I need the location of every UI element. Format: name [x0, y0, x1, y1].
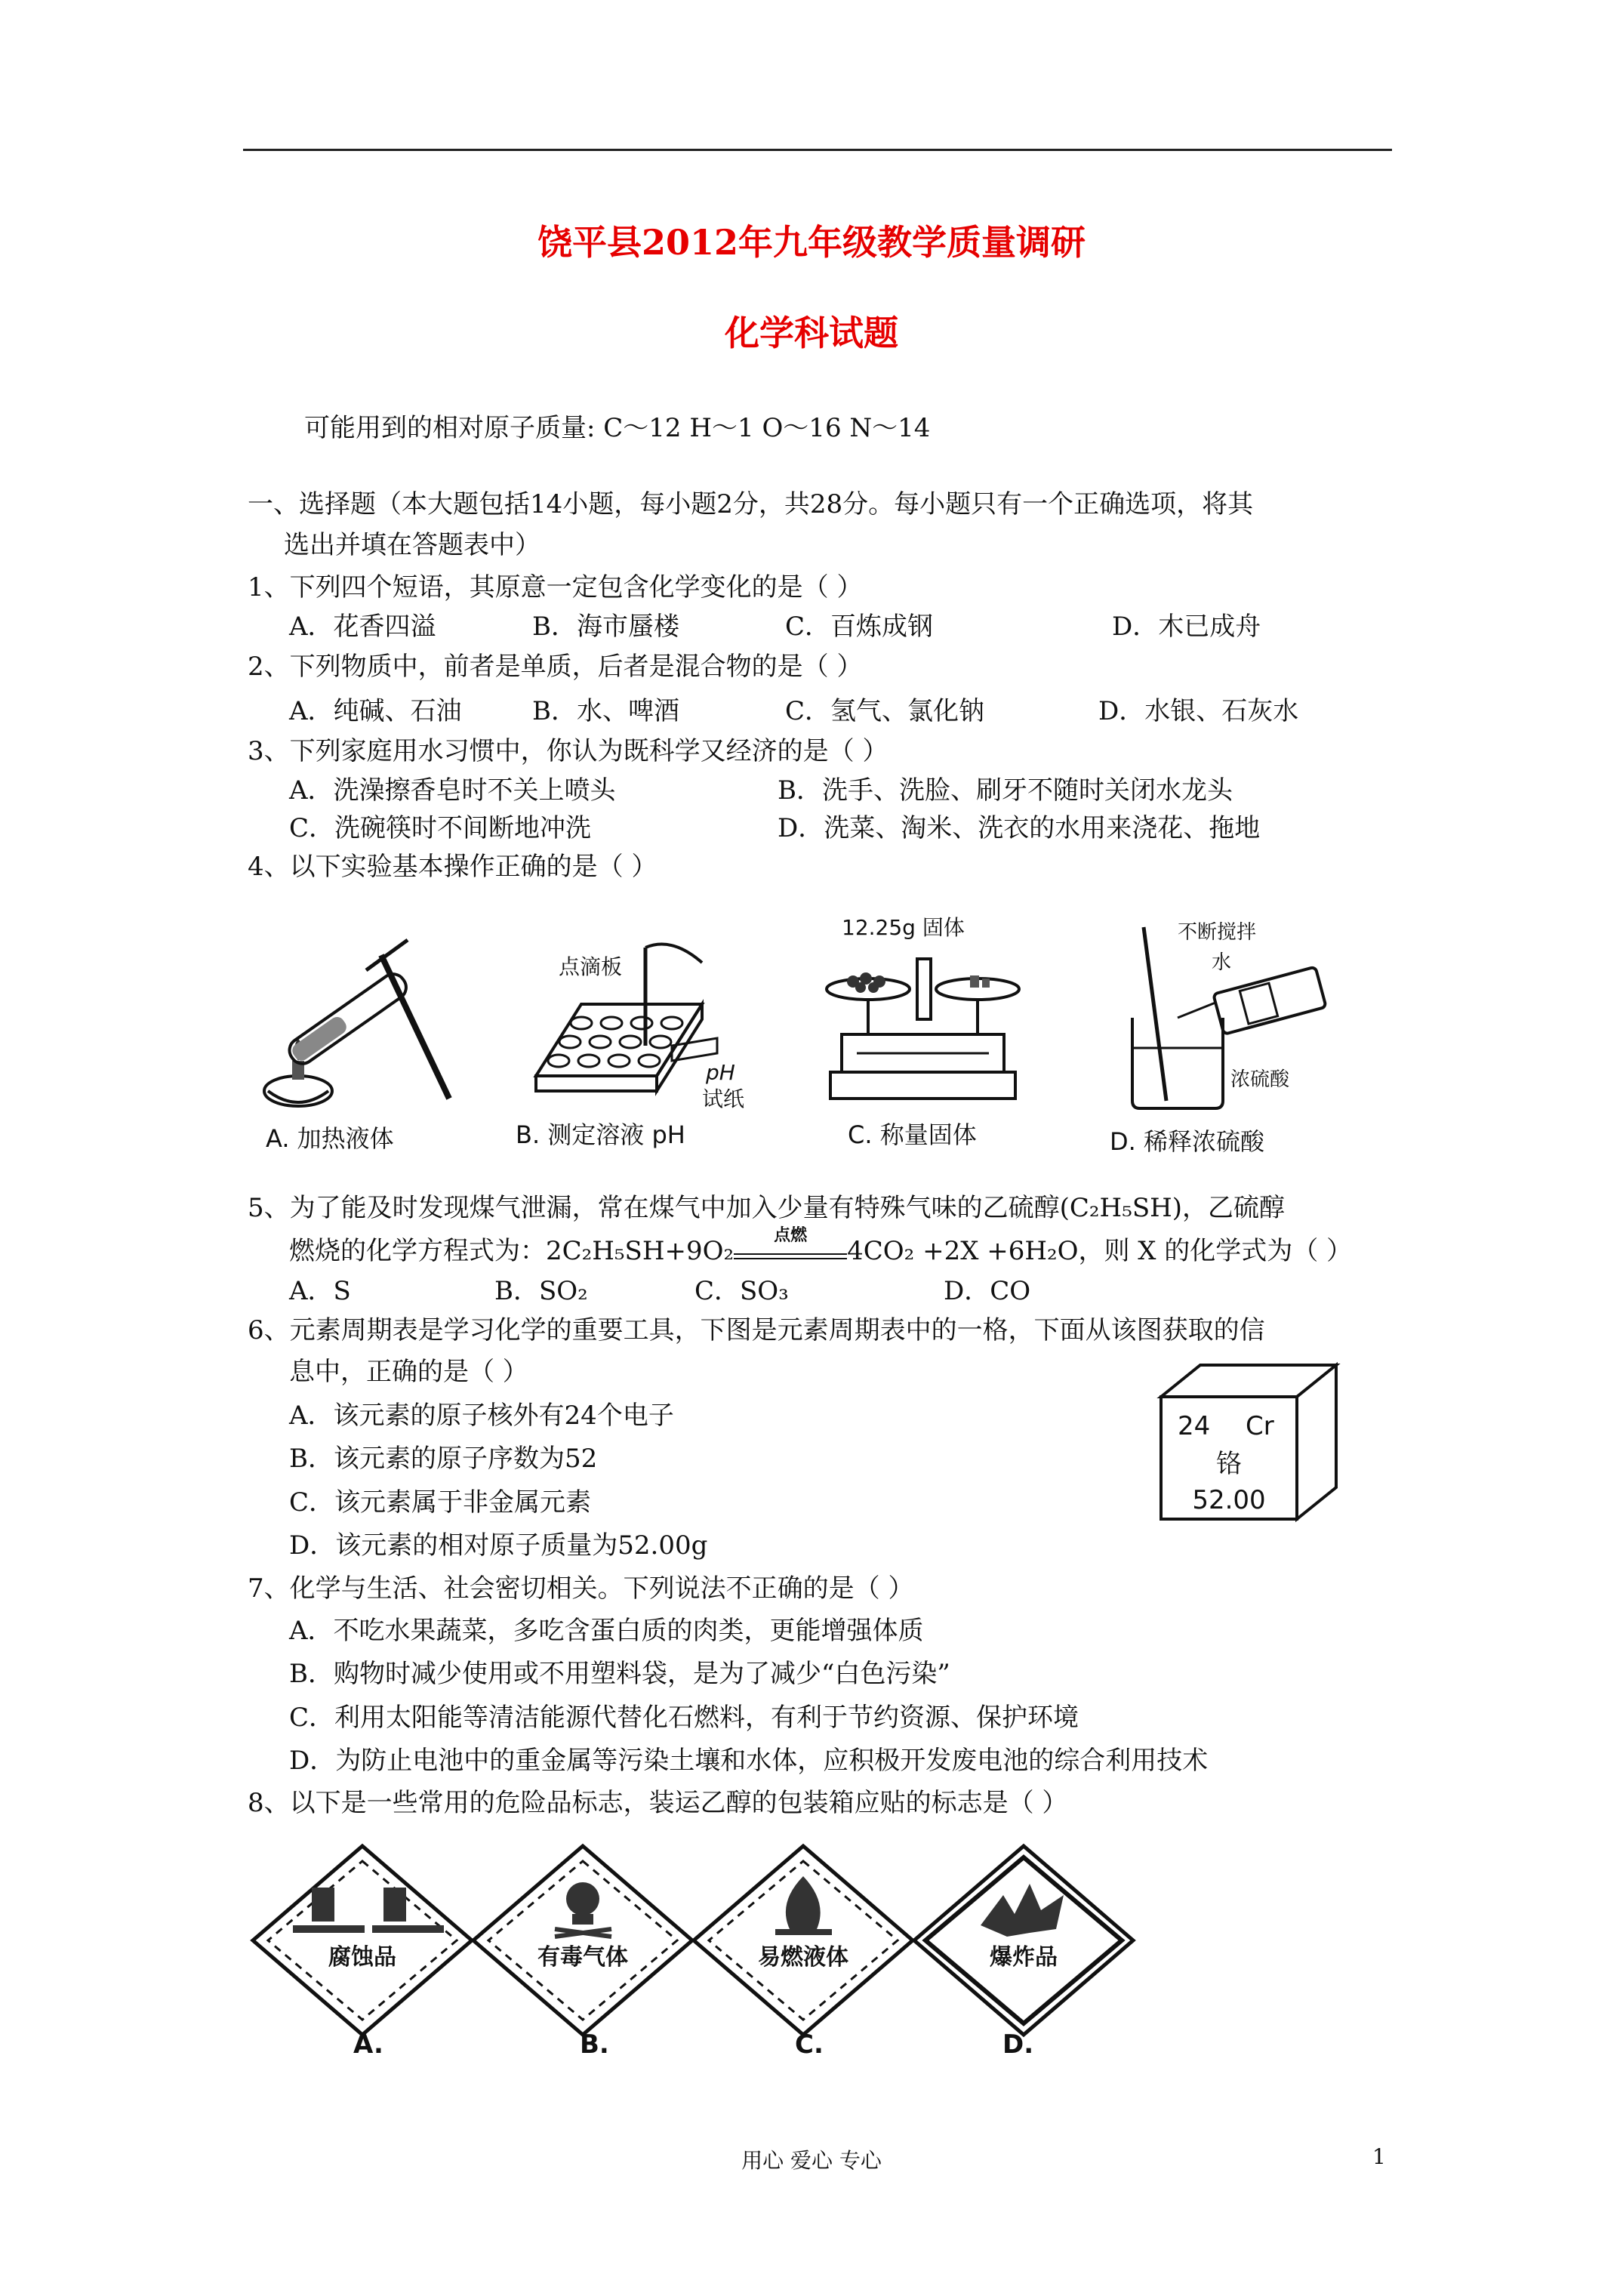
sign-letter-a: A.: [353, 2029, 383, 2060]
cell-symbol: Cr: [1246, 1411, 1274, 1441]
q1-option-b: B．海市蜃楼: [532, 612, 679, 642]
q6-option-a: A．该元素的原子核外有24个电子: [289, 1401, 674, 1431]
q5-option-b: B．SO₂: [494, 1276, 588, 1306]
sign-d-label: 爆炸品: [990, 1944, 1058, 1971]
q1-option-c: C．百炼成钢: [785, 612, 934, 642]
q6-option-b: B．该元素的原子序数为52: [289, 1444, 598, 1474]
q7-option-c: C．利用太阳能等清洁能源代替化石燃料，有利于节约资源、保护环境: [289, 1703, 1079, 1733]
sign-letter-d: D.: [1002, 2029, 1034, 2060]
page-number: 1: [1372, 2144, 1386, 2169]
hazard-signs: [248, 1842, 1138, 2039]
q5-option-a: A．S: [289, 1276, 351, 1306]
cell-atomic-number: 24: [1178, 1411, 1211, 1441]
q1-option-d: D．木已成舟: [1112, 612, 1261, 642]
q7-stem: 7、化学与生活、社会密切相关。下列说法不正确的是（ ）: [248, 1573, 914, 1604]
label-spot-plate: 点滴板: [559, 954, 623, 979]
atomic-mass-line: 可能用到的相对原子质量: C～12 H～1 O～16 N～14: [304, 413, 931, 443]
element-cell: [1155, 1359, 1344, 1529]
q5-stem: 5、为了能及时发现煤气泄漏，常在煤气中加入少量有特殊气味的乙硫醇(C₂H₅SH)，乙硫醇: [248, 1193, 1286, 1223]
q5-equation: [289, 1225, 1353, 1266]
q2-stem: 2、下列物质中，前者是单质，后者是混合物的是（ ）: [248, 652, 863, 682]
q6-option-d: D．该元素的相对原子质量为52.00g: [289, 1530, 708, 1561]
q7-option-b: B．购物时减少使用或不用塑料袋，是为了减少“白色污染”: [289, 1659, 950, 1689]
q3-option-a: A．洗澡擦香皂时不关上喷头: [289, 775, 616, 806]
label-stir: 不断搅拌: [1178, 921, 1257, 944]
q3-option-b: B．洗手、洗脸、刷牙不随时关闭水龙头: [778, 775, 1233, 806]
label-solid: 12.25g 固体: [842, 915, 965, 940]
sign-c-label: 易燃液体: [758, 1944, 848, 1971]
sign-explosive: [914, 1846, 1133, 2035]
fig-a-caption: A. 加热液体: [266, 1124, 394, 1153]
section-heading-cont: 选出并填在答题表中）: [284, 530, 540, 560]
sign-toxic: [473, 1846, 692, 2035]
label-test-paper: 试纸: [702, 1086, 745, 1111]
fig-ph-test: [521, 940, 762, 1114]
q6-stem: 6、元素周期表是学习化学的重要工具，下图是元素周期表中的一格，下面从该图获取的信: [248, 1315, 1265, 1345]
q4-stem: 4、以下实验基本操作正确的是（ ）: [248, 852, 658, 882]
sign-flammable-liquid: [694, 1846, 913, 2035]
cell-mass: 52.00: [1192, 1485, 1266, 1515]
q5-eq-arrow: [734, 1225, 847, 1259]
q2-option-a: A．纯碱、石油: [289, 696, 462, 726]
q2-option-d: D．水银、石灰水: [1098, 696, 1299, 726]
fig-b-caption: B. 测定溶液 pH: [516, 1120, 685, 1149]
q1-stem: 1、下列四个短语，其原意一定包含化学变化的是（ ）: [248, 572, 863, 603]
q5-option-c: C．SO₃: [694, 1276, 789, 1306]
q5-eq-prefix: 燃烧的化学方程式为：2C₂H₅SH+9O₂: [289, 1236, 735, 1266]
fig-d-caption: D. 稀释浓硫酸: [1110, 1127, 1264, 1156]
fig-balance: [812, 906, 1030, 1110]
q3-option-d: D．洗菜、淘米、洗衣的水用来浇花、拖地: [778, 813, 1261, 843]
q5-eq-condition: 点燃: [774, 1225, 808, 1245]
exam-title: 饶平县2012年九年级教学质量调研: [537, 222, 1086, 263]
sign-b-label: 有毒气体: [537, 1944, 628, 1971]
q7-option-d: D．为防止电池中的重金属等污染土壤和水体，应积极开发废电池的综合利用技术: [289, 1746, 1209, 1776]
fig-dilute-acid: [1117, 912, 1344, 1116]
header-rule: [243, 149, 1392, 151]
q3-stem: 3、下列家庭用水习惯中，你认为既科学又经济的是（ ）: [248, 736, 888, 766]
q2-option-c: C．氢气、氯化钠: [785, 696, 985, 726]
q6-option-c: C．该元素属于非金属元素: [289, 1487, 592, 1518]
q1-option-a: A．花香四溢: [289, 612, 436, 642]
label-conc-acid: 浓硫酸: [1230, 1068, 1290, 1091]
label-ph: pH: [706, 1060, 735, 1085]
sign-letter-b: B.: [580, 2029, 609, 2060]
q5-eq-suffix: 4CO₂ +2X +6H₂O，则 X 的化学式为（ ）: [847, 1236, 1353, 1266]
exam-subtitle: 化学科试题: [725, 313, 898, 353]
sign-letter-c: C.: [795, 2029, 824, 2060]
label-water: 水: [1212, 951, 1232, 974]
q8-stem: 8、以下是一些常用的危险品标志，装运乙醇的包装箱应贴的标志是（ ）: [248, 1788, 1068, 1818]
q7-option-a: A．不吃水果蔬菜，多吃含蛋白质的肉类，更能增强体质: [289, 1616, 924, 1646]
fig-c-caption: C. 称量固体: [848, 1120, 977, 1149]
sign-corrosive: [253, 1846, 472, 2035]
q6-stem-cont: 息中，正确的是（ ）: [289, 1357, 528, 1387]
sign-a-label: 腐蚀品: [328, 1944, 396, 1971]
footer-motto: 用心 爱心 专心: [741, 2148, 882, 2173]
section-heading: 一、选择题（本大题包括14小题，每小题2分，共28分。每小题只有一个正确选项，将其: [248, 489, 1254, 519]
q3-option-c: C．洗碗筷时不间断地冲洗: [289, 813, 592, 843]
cell-name: 铬: [1216, 1449, 1242, 1479]
q2-option-b: B．水、啤酒: [532, 696, 679, 726]
fig-heating-liquid: [253, 925, 479, 1121]
q5-option-d: D．CO: [944, 1276, 1031, 1306]
